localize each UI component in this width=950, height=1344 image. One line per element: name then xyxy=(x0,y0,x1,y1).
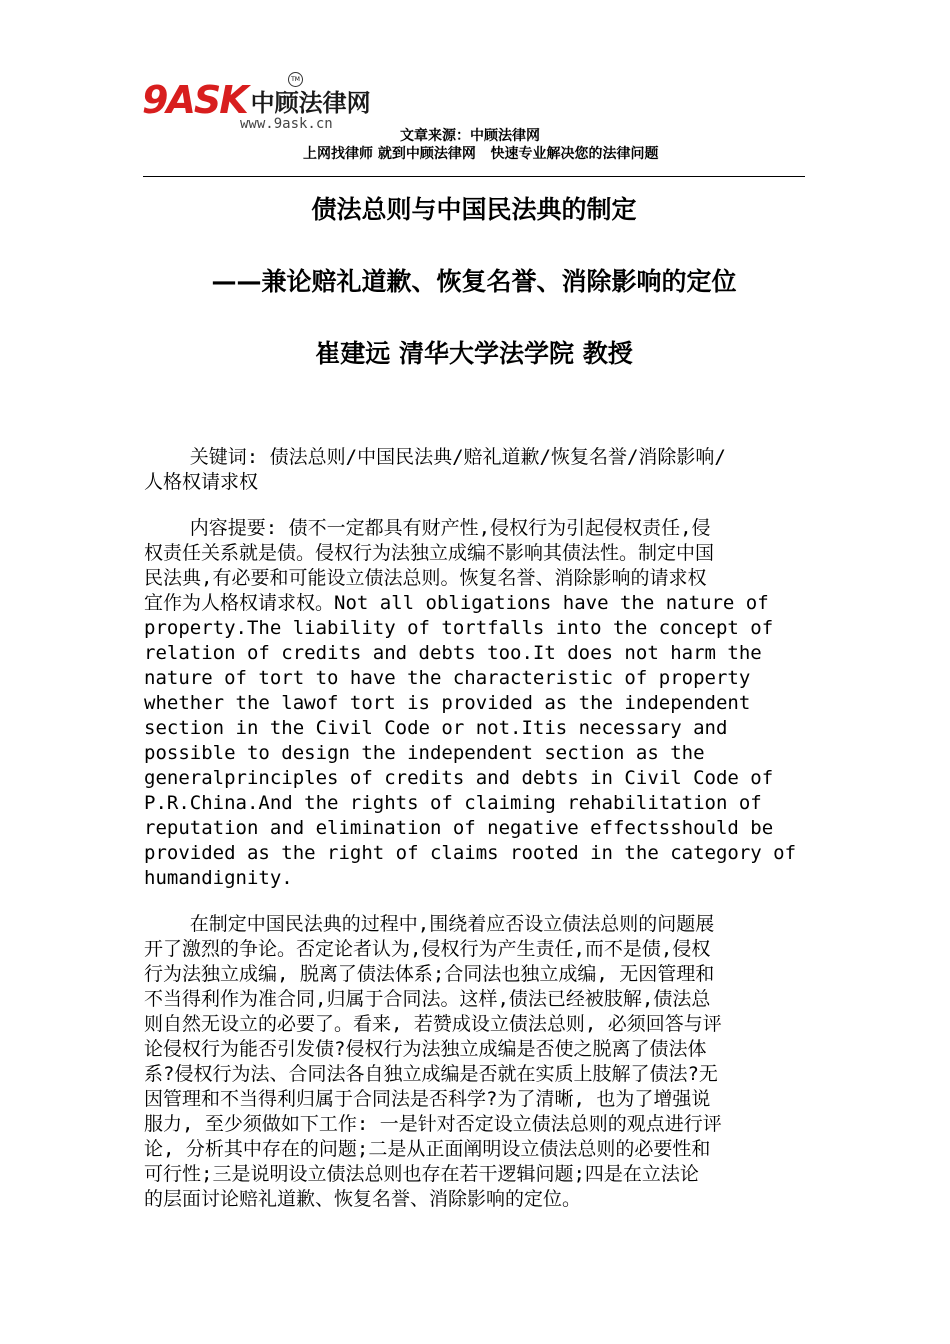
text-line: 论, 分析其中存在的问题;二是从正面阐明设立债法总则的必要性和 xyxy=(144,1138,711,1160)
logo-name: 中顾法律网 xyxy=(250,88,371,117)
text-line: section in the Civil Code or not.Itis necessary and xyxy=(144,717,728,739)
text-line: 论侵权行为能否引发债?侵权行为法独立成编是否使之脱离了债法体 xyxy=(144,1038,707,1060)
header-divider xyxy=(143,176,805,177)
text-line: nature of tort to have the characteristic of property xyxy=(144,667,751,689)
text-line: 权责任关系就是债。侵权行为法独立成编不影响其债法性。制定中国 xyxy=(144,542,715,564)
article-source: 文章来源：中顾法律网 xyxy=(400,128,540,144)
text-line: 系?侵权行为法、合同法各自独立成编是否就在实质上肢解了债法?无 xyxy=(144,1063,718,1085)
text-line: 民法典,有必要和可能设立债法总则。恢复名誉、消除影响的请求权 xyxy=(144,567,707,589)
text-line: humandignity. xyxy=(144,867,293,889)
trademark-icon: TM xyxy=(288,72,303,87)
author-line: 崔建远 清华大学法学院 教授 xyxy=(315,339,633,368)
keywords-paragraph xyxy=(144,445,808,495)
text-line: 则自然无设立的必要了。看来, 若赞成设立债法总则, 必须回答与评 xyxy=(144,1013,722,1035)
site-logo[interactable] xyxy=(142,70,402,140)
text-line: generalprinciples of credits and debts in Civil Code of xyxy=(144,767,774,789)
page-title: 债法总则与中国民法典的制定 xyxy=(311,195,637,224)
text-line: 服力, 至少须做如下工作: 一是针对否定设立债法总则的观点进行评 xyxy=(144,1113,722,1135)
text-line: 行为法独立成编, 脱离了债法体系;合同法也独立成编, 无因管理和 xyxy=(144,963,715,985)
text-line: 的层面讨论赔礼道歉、恢复名誉、消除影响的定位。 xyxy=(144,1188,582,1210)
text-line: property.The liability of tortfalls into the concept of xyxy=(144,617,774,639)
logo-url[interactable]: www.9ask.cn xyxy=(240,116,333,132)
logo-brand: 9ASK xyxy=(142,78,247,122)
text-line: 可行性;三是说明设立债法总则也存在若干逻辑问题;四是在立法论 xyxy=(144,1163,699,1185)
text-line: whether the lawof tort is provided as the independent xyxy=(144,692,751,714)
text-line: reputation and elimination of negative effectsshould be xyxy=(144,817,774,839)
site-slogan: 上网找律师 就到中顾法律网 快速专业解决您的法律问题 xyxy=(303,146,659,162)
abstract-paragraph xyxy=(144,516,808,891)
text-line: 在制定中国民法典的过程中,围绕着应否设立债法总则的问题展 xyxy=(144,913,715,935)
text-line: 不当得利作为准合同,归属于合同法。这样,债法已经被肢解,债法总 xyxy=(144,988,711,1010)
text-line: provided as the right of claims rooted in the category of xyxy=(144,842,797,864)
text-line: 人格权请求权 xyxy=(144,471,259,493)
text-line: 宜作为人格权请求权。Not all obligations have the nature of xyxy=(144,592,769,614)
text-line: possible to design the independent section as the xyxy=(144,742,705,764)
text-line: 开了激烈的争论。否定论者认为,侵权行为产生责任,而不是债,侵权 xyxy=(144,938,711,960)
text-line: relation of credits and debts too.It does not harm the xyxy=(144,642,762,664)
page-subtitle: ——兼论赔礼道歉、恢复名誉、消除影响的定位 xyxy=(211,267,737,296)
text-line: 关键词: 债法总则/中国民法典/赔礼道歉/恢复名誉/消除影响/ xyxy=(144,446,726,468)
text-line: P.R.China.And the rights of claiming rehabilitation of xyxy=(144,792,762,814)
text-line: 因管理和不当得利归属于合同法是否科学?为了清晰, 也为了增强说 xyxy=(144,1088,711,1110)
text-line: 内容提要: 债不一定都具有财产性,侵权行为引起侵权责任,侵 xyxy=(144,517,711,539)
body-paragraph xyxy=(144,912,808,1212)
logo-wordmark xyxy=(142,80,371,120)
